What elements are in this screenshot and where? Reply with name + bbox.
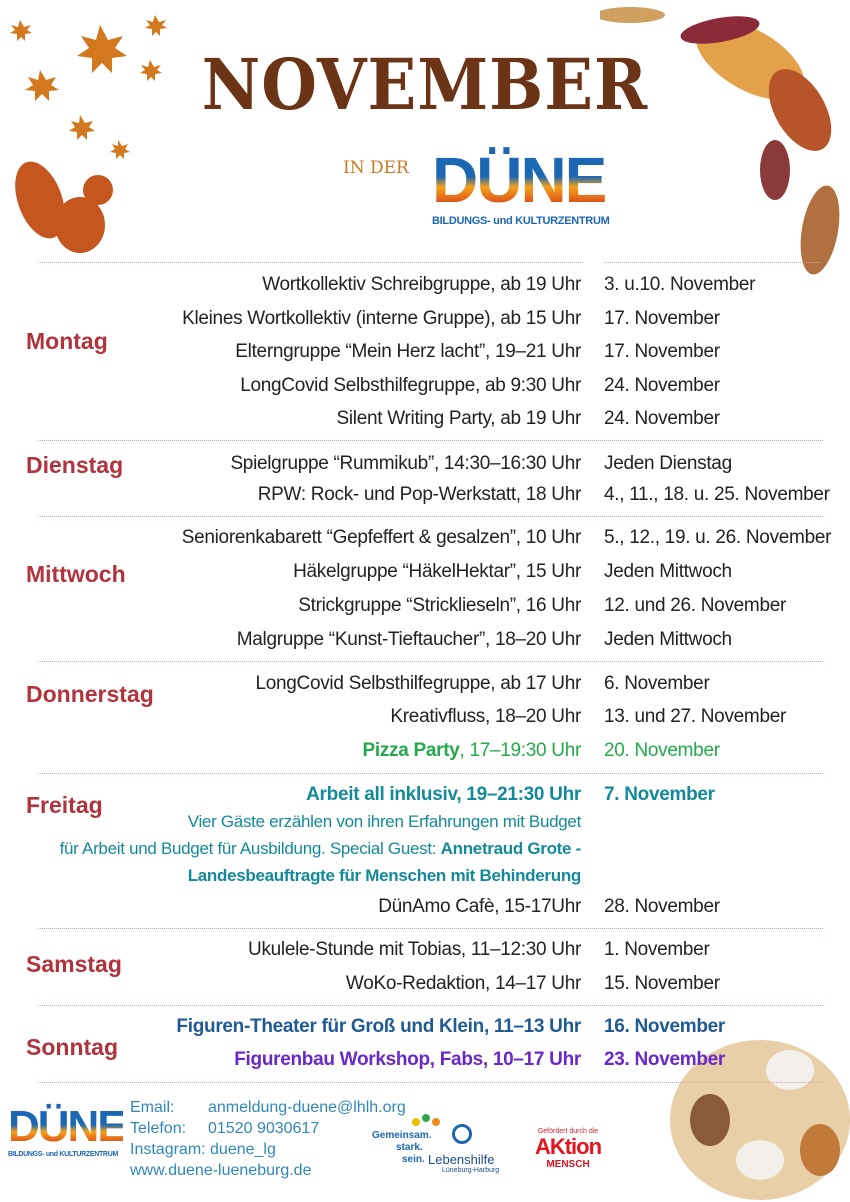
event-row [0, 555, 850, 589]
event-date: 16. November [604, 1016, 726, 1037]
event-date: 4., 11., 18. u. 25. November [604, 484, 830, 505]
event-date: 24. November [604, 375, 720, 396]
event-name: Seniorenkabarett “Gepfeffert & gesalzen”, 10 Uhr [181, 527, 581, 548]
logo-subtitle: BILDUNGS- und KULTURZENTRUM [8, 1151, 118, 1158]
event-row [0, 967, 850, 1001]
logo-text: Lüneburg-Harburg [442, 1167, 500, 1174]
day-label: Sonntag [26, 1034, 118, 1060]
divider [38, 516, 823, 517]
event-row [0, 268, 850, 302]
event-description [0, 859, 850, 893]
event-name: Ukulele-Stunde mit Tobias, 11–12:30 Uhr [248, 939, 581, 960]
special-guest: Annetraud Grote - [440, 839, 581, 858]
event-row [0, 623, 850, 657]
event-name-bold: Pizza Party [362, 740, 460, 761]
event-date: Jeden Dienstag [604, 453, 732, 474]
day-label: Samstag [26, 951, 122, 977]
event-row [0, 1010, 850, 1044]
logo-text: Lebenshilfe [428, 1152, 495, 1167]
event-date: 17. November [604, 341, 720, 362]
event-name: DünAmo Cafè, 15-17Uhr [378, 896, 581, 917]
event-name: Malgruppe “Kunst-Tieftaucher”, 18–20 Uhr [236, 629, 581, 650]
event-name: WoKo-Redaktion, 14–17 Uhr [345, 973, 581, 994]
email-label: Email: [130, 1099, 175, 1116]
event-date: 5., 12., 19. u. 26. November [604, 527, 832, 548]
event-row [0, 521, 850, 555]
contact-info [130, 1097, 406, 1181]
event-name: Arbeit all inklusiv, 19–21:30 Uhr [306, 784, 581, 805]
logo-text: stark. [396, 1142, 423, 1153]
divider [38, 1082, 823, 1083]
event-row [0, 402, 850, 436]
event-name: Wortkollektiv Schreibgruppe, ab 19 Uhr [262, 274, 581, 295]
logo-text: DÜNE [8, 1102, 125, 1151]
lebenshilfe-logo [372, 1118, 512, 1178]
footer-duene-logo [8, 1103, 123, 1158]
event-row [0, 700, 850, 734]
website-link[interactable]: www.duene-lueneburg.de [130, 1162, 312, 1179]
event-date: 6. November [604, 673, 710, 694]
duene-logo [432, 145, 622, 227]
event-date: 13. und 27. November [604, 706, 787, 727]
event-date: 17. November [604, 308, 720, 329]
event-name: Strickgruppe “Stricklieseln”, 16 Uhr [298, 595, 581, 616]
divider [38, 440, 823, 441]
event-row [0, 335, 850, 369]
event-date: 1. November [604, 939, 710, 960]
event-row [0, 302, 850, 336]
logo-text: sein. [402, 1154, 425, 1165]
event-date: 20. November [604, 740, 720, 761]
event-name: Silent Writing Party, ab 19 Uhr [336, 408, 581, 429]
description-line: Vier Gäste erzählen von ihren Erfahrungen mit Budget [187, 812, 581, 831]
event-row [0, 667, 850, 701]
event-date: 28. November [604, 896, 720, 917]
event-name: Spielgruppe “Rummikub”, 14:30–16:30 Uhr [230, 453, 581, 474]
autumn-leaves-squirrel-illustration [0, 0, 200, 270]
divider [38, 661, 823, 662]
event-date: 24. November [604, 408, 720, 429]
divider [38, 262, 583, 263]
event-name: Kreativfluss, 18–20 Uhr [390, 706, 581, 727]
phone-label: Telefon: [130, 1120, 187, 1137]
day-label: Mittwoch [26, 561, 126, 587]
event-time: , 17–19:30 Uhr [459, 740, 581, 761]
event-name: Figuren-Theater für Groß und Klein, 11–13 Uhr [176, 1016, 581, 1037]
event-row [0, 447, 850, 481]
day-label: Freitag [26, 792, 103, 818]
event-row-pizza-party [0, 734, 850, 768]
aktion-mensch-logo [522, 1128, 614, 1170]
divider [604, 262, 819, 263]
event-name: Kleines Wortkollektiv (interne Gruppe), ab 15 Uhr [182, 308, 581, 329]
day-label: Donnerstag [26, 681, 154, 707]
day-label: Dienstag [26, 452, 124, 478]
email-link[interactable]: anmeldung-duene@lhlh.org [208, 1099, 406, 1116]
instagram-handle[interactable]: Instagram: duene_lg [130, 1141, 276, 1158]
event-row [0, 933, 850, 967]
logo-text: Gefördert durch die [537, 1128, 599, 1135]
event-date: 12. und 26. November [604, 595, 787, 616]
event-name: LongCovid Selbsthilfegruppe, ab 9:30 Uhr [240, 375, 581, 396]
day-label: Montag [26, 328, 108, 354]
event-date: Jeden Mittwoch [604, 629, 732, 650]
event-date: 3. u.10. November [604, 274, 756, 295]
divider [38, 773, 823, 774]
phone-number[interactable]: 01520 9030617 [208, 1120, 320, 1137]
in-der-label: IN DER [343, 158, 409, 178]
event-row [0, 589, 850, 623]
event-name: RPW: Rock- und Pop-Werkstatt, 18 Uhr [257, 484, 581, 505]
logo-text: Gemeinsam. [372, 1130, 432, 1141]
logo-text: MENSCH [546, 1159, 590, 1170]
description-line: für Arbeit und Budget für Ausbildung. Special Guest: [59, 839, 441, 858]
event-name: Figurenbau Workshop, Fabs, 10–17 Uhr [234, 1049, 581, 1070]
event-name: Elterngruppe “Mein Herz lacht”, 19–21 Uhr [235, 341, 581, 362]
description-line: Landesbeauftragte für Menschen mit Behinderung [187, 866, 581, 885]
divider [38, 928, 823, 929]
event-date: Jeden Mittwoch [604, 561, 732, 582]
logo-text: AKtion [534, 1134, 602, 1159]
event-row [0, 890, 850, 924]
divider [38, 1005, 823, 1006]
event-row [0, 478, 850, 512]
page-title: NOVEMBER [201, 44, 649, 127]
event-row [0, 369, 850, 403]
logo-text: DÜNE [432, 145, 622, 215]
event-name: LongCovid Selbsthilfegruppe, ab 17 Uhr [255, 673, 581, 694]
event-name: Häkelgruppe “HäkelHektar”, 15 Uhr [293, 561, 581, 582]
logo-subtitle: BILDUNGS- und KULTURZENTRUM [432, 215, 610, 227]
event-row [0, 1043, 850, 1077]
event-date: 15. November [604, 973, 720, 994]
event-date: 23. November [604, 1049, 726, 1070]
event-date: 7. November [604, 784, 715, 805]
